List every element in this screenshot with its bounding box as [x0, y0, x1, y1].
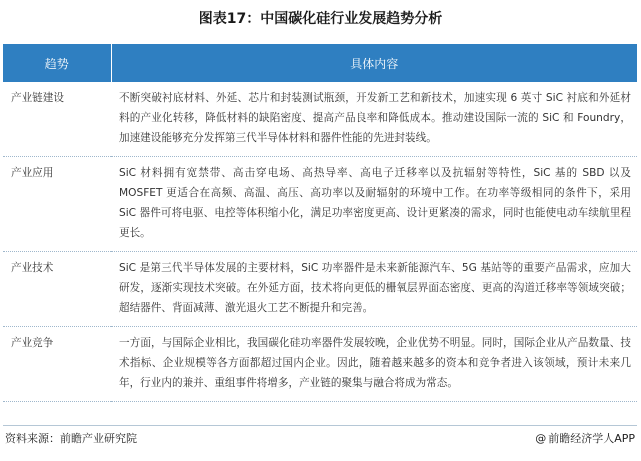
table-header-row — [3, 44, 637, 82]
at-symbol: @ — [535, 432, 547, 445]
publisher-credit — [535, 431, 635, 447]
publisher-name: 前瞻经济学人APP — [548, 432, 635, 445]
row-content: 不断突破衬底材料、外延、芯片和封装测试瓶颈，开发新工艺和新技术，加速实现 6 英寸 SiC 衬底和外延材料的产业化转移，降低材料的缺陷密度、提高产品良率和降低成本。推动建设国际一流的 SiC 和 Foundry，加速建设能够充分发挥第三代半导体材料和器件性能的先进封装线。 — [111, 82, 637, 157]
footer-divider — [3, 425, 637, 426]
table-row — [3, 157, 637, 252]
trend-table — [3, 44, 637, 402]
row-trend-name: 产业链建设 — [3, 82, 111, 157]
row-trend-name: 产业应用 — [3, 157, 111, 252]
row-content: 一方面，与国际企业相比，我国碳化硅功率器件发展较晚，企业优势不明显。同时，国际企业从产品数量、技术指标、企业规模等各方面都超过国内企业。因此，随着越来越多的资本和竞争者进入该领域，预计未来几年，行业内的兼并、重组事件将增多，产业链的聚集与融合将成为常态。 — [111, 327, 637, 402]
row-trend-name: 产业竞争 — [3, 327, 111, 402]
row-content: SiC 是第三代半导体发展的主要材料，SiC 功率器件是未来新能源汽车、5G 基站等的重要产品需求，应加大研发，逐渐实现技术突破。在外延方面，技术将向更低的栅氧层界面态密度、更高的沟道迁移率等领域突破；超结器件、背面减薄、激光退火工艺不断提升和完善。 — [111, 252, 637, 327]
row-trend-name: 产业技术 — [3, 252, 111, 327]
source-note: 资料来源：前瞻产业研究院 — [5, 432, 137, 445]
header-content: 具体内容 — [111, 44, 637, 82]
table-row — [3, 327, 637, 402]
chart-title: 图表17：中国碳化硅行业发展趋势分析 — [198, 11, 443, 27]
header-trend: 趋势 — [3, 44, 111, 82]
table-row — [3, 82, 637, 157]
table-row — [3, 252, 637, 327]
row-content: SiC 材料拥有宽禁带、高击穿电场、高热导率、高电子迁移率以及抗辐射等特性，SiC 基的 SBD 以及 MOSFET 更适合在高频、高温、高压、高功率以及耐辐射的环境中工作。在功率等级相同的条件下，采用 SiC 器件可将电驱、电控等体积缩小化，满足功率密度更高、设计更紧凑的需求，同时也能使电动车续航里程更长。 — [111, 157, 637, 252]
